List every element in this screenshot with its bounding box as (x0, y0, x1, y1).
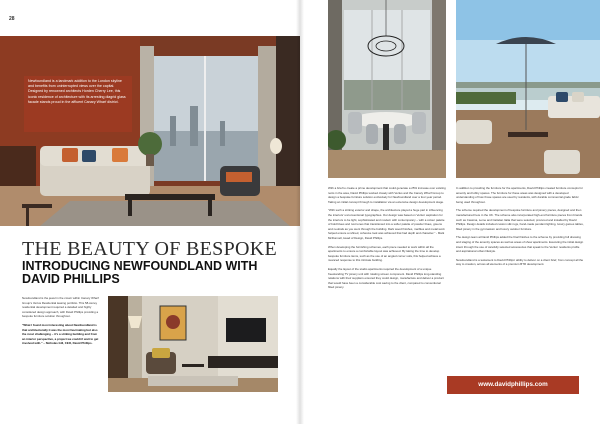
right-text-column (456, 186, 584, 271)
amenity-paragraph: In addition to providing the furniture for the apartments, David Phillips created furniture concepts for amenity and lobby spaces. The furniture for these areas was designed with a developed understanding of how those spaces are used by residents, with durable commercial grade fabric being used throughout. (456, 186, 583, 204)
study-room-photo (108, 296, 278, 392)
scheme-paragraph: The scheme required the development of bespoke furniture and joinery pieces, designed and then manufactured here in the UK. The scheme also incorporated high-end furniture pieces from brands such as Cassina, Leme and Cattelan Italia that were selected, procured and installed by David Phillips. Design details included custom silk rugs, hand-made pendant lighting, luxury games tables, fitted joinery in the gymnasium and luxury outdoor furniture. (456, 208, 584, 231)
intro-paragraph: Newfoundland is the jewel in the crown within Canary Wharf Group's Vertus Residential leasing portfolio. This 58-storey residential development required a detailed and highly considered design approach, with David Phillips providing a bespoke furniture solution throughout. (22, 296, 99, 319)
page-number: 28 (9, 16, 15, 22)
design-quote: "With such a striking exterior and shape, the architecture played a huge part in influencing the interiors' unconventional typographies. Our design was based on Vertus' aspiration for the interiors to be light, sophisticated and modern with contemporary – with a colour palette of bold blues and rust tones that transitioned into a softer palette of powder blues, greens and neutrals as you went through the building. Dark wood finishes, marbles and metal work helped ensure a refined, cohesive look was achieved that had depth and character." - Mark McDonnell, Head of Design, David Phillips. (328, 208, 445, 240)
ceo-quote: "What I found most interesting about Newfoundland is that architecturally it was the most fascinating but also the most challenging – it's a striking building and from an interior perspective, a project we couldn't wait to get involved with." – Nicholas Gill, CEO, David Phillips. (22, 322, 99, 346)
hero-caption: Newfoundland is a landmark addition to the London skyline and benefits from uninterrupted views over the capital. Designed by renowned architects Horden Cherry Lee, this iconic residence of architecture with its arresting diagrid glass facade stands proud in the affluent Canary Wharf district. (24, 76, 132, 132)
dining-area-photo (328, 0, 446, 178)
terrace-photo (456, 0, 600, 178)
dressing-paragraph: The design team at David Phillips added the final finishes to the scheme by providing full dressing and staging of the amenity spaces as well as areas of show apartments. Executing the initial design intent through the use of carefully selected accessories that speak to the Vertus' residents profile and aspirational urban lifestyle. (456, 235, 584, 254)
page-gutter (296, 0, 304, 424)
hero-living-room-photo (0, 36, 300, 226)
subheadline: INTRODUCING NEWFOUNDLAND WITH DAVID PHILLIPS (22, 259, 258, 286)
middle-text-column (328, 186, 446, 294)
brief-paragraph: With a brief to create a prime development that could generate a 25% increase over existing rents in the area, David Phillips worked closely with Vertus and the Canary Wharf Group to design a bespoke furniture solution exclusively for Newfoundland over a four-year period. Taking an initial concept through to installation via an extensive design development stage. (328, 186, 446, 204)
right-page (300, 0, 600, 424)
website-link[interactable]: www.davidphillips.com (447, 376, 579, 394)
headline: THE BEAUTY OF BESPOKE (22, 238, 278, 260)
conclusion-paragraph: Newfoundland is a testament to David Phillips' ability to deliver on a client brief, from concept all the way to creation, across all elements of a premium BTR development. (456, 257, 584, 267)
left-text-column (22, 296, 100, 350)
furnishing-paragraph: When developing the furnishing schemes, each piece needed to work within all the apartments to ensure a comfortable layout was achieved. By taking the time to develop bespoke furniture items, such as the use of an angled corner sofa, this helped achieve a nuanced response to this intricate building. (328, 244, 441, 263)
studio-paragraph: Equally the layout of the studio apartments required the development of a unique freestanding TV joinery unit with rotating screen component. David Phillips long-standing relations with their suppliers ensured they could design, manufacture and deliver a product that would have been a considerable cost saving to the client, compared to conventional fitted joinery. (328, 266, 444, 290)
